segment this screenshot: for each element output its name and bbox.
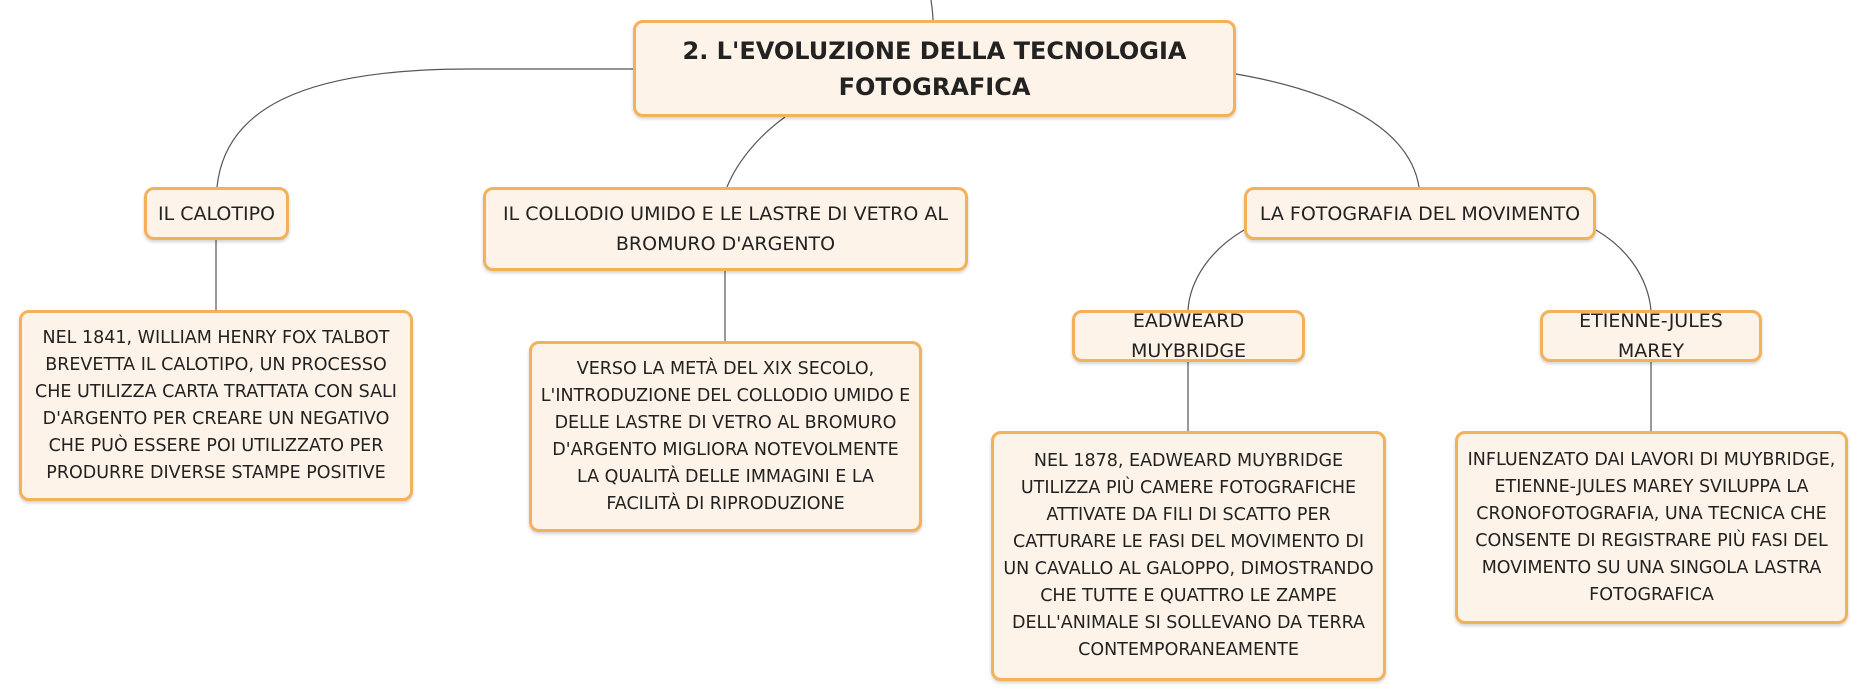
connector-movimento-marey [1596,230,1651,310]
connector-top-stub [931,0,933,20]
detail-muybridge[interactable] [991,431,1386,681]
subtopic-muybridge-label: EADWEARD MUYBRIDGE [1130,310,1247,362]
topic-movimento[interactable] [1244,187,1596,240]
detail-marey[interactable] [1455,431,1848,624]
connector-root-movimento [1236,74,1419,187]
root-topic[interactable] [633,20,1236,117]
detail-collodio[interactable] [529,341,922,532]
topic-collodio-label: IL COLLODIO UMIDO E LE LASTRE DI VETRO AL BROMURO D'ARGENTO [503,203,948,255]
subtopic-marey-label: ETIENNE-JULES MAREY [1579,310,1723,362]
detail-calotipo[interactable] [19,310,413,501]
connector-root-calotipo [217,69,633,187]
topic-collodio[interactable] [483,187,968,271]
topic-movimento-label: LA FOTOGRAFIA DEL MOVIMENTO [1259,202,1581,225]
subtopic-muybridge[interactable] [1072,310,1305,362]
subtopic-marey[interactable] [1540,310,1762,362]
detail-calotipo-text: NEL 1841, WILLIAM HENRY FOX TALBOT BREVETTA IL CALOTIPO, UN PROCESSO CHE UTILIZZA CARTA TRATTATA CON SALI D'ARGENTO PER CREARE UN NEGATIVO CHE PUÒ ESSERE POI UTILIZZATO PER PRODURRE DIVERSE STAMPE POSITIVE [35,327,397,483]
detail-marey-text: INFLUENZATO DAI LAVORI DI MUYBRIDGE, ETIENNE-JULES MAREY SVILUPPA LA CRONOFOTOGRAFIA, UNA TECNICA CHE CONSENTE DI REGISTRARE PIÙ FASI DEL MOVIMENTO SU UNA SINGOLA LASTRA FOTOGRAFICA [1467,449,1836,605]
detail-muybridge-text: NEL 1878, EADWEARD MUYBRIDGE UTILIZZA PIÙ CAMERE FOTOGRAFICHE ATTIVATE DA FILI DI SCATTO PER CATTURARE LE FASI DEL MOVIMENTO DI UN CAVALLO AL GALOPPO, DIMOSTRANDO CHE TUTTE E QUATTRO LE ZAMPE DELL'ANIMALE SI SOLLEVANO DA TERRA CONTEMPORANEAMENTE [1003,451,1374,660]
root-topic-title: 2. L'EVOLUZIONE DELLA TECNOLOGIA FOTOGRAFICA [682,36,1187,101]
topic-calotipo-label: IL CALOTIPO [158,202,275,225]
connector-root-collodio [727,117,785,187]
connector-movimento-muybridge [1188,230,1244,310]
topic-calotipo[interactable] [144,187,289,240]
detail-collodio-text: VERSO LA METÀ DEL XIX SECOLO, L'INTRODUZIONE DEL COLLODIO UMIDO E DELLE LASTRE DI VETRO AL BROMURO D'ARGENTO MIGLIORA NOTEVOLMENTE LA QUALITÀ DELLE IMMAGINI E LA FACILITÀ DI RIPRODUZIONE [540,358,911,514]
